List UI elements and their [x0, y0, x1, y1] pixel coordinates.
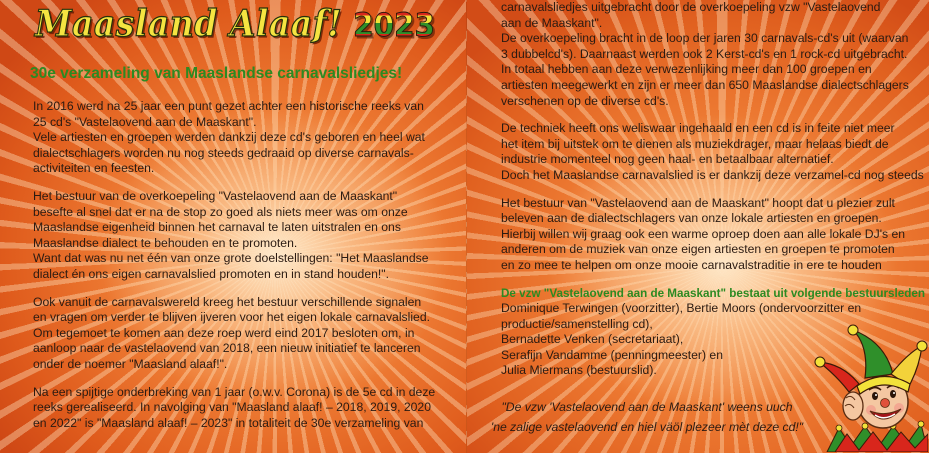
text-line: en 2022" is "Maasland alaaf! – 2023" in totaliteit de 30e verzameling van: [33, 415, 424, 430]
booklet-title: [35, 2, 435, 48]
jester-hand-icon: [843, 392, 863, 420]
text-line: Maaslandse dialect te behouden en te promoten.: [33, 235, 298, 250]
text-line: verschenen op de diverse cd's.: [501, 93, 669, 108]
board-member-line: Bernadette Venken (secretariaat),: [501, 332, 684, 347]
paragraph-call-to-djs: [501, 196, 925, 274]
paragraph-technology: [501, 121, 925, 183]
text-line: Doch het Maaslandse carnavalslied is er dankzij deze verzamel-cd nog steeds: [501, 167, 924, 182]
jester-icon: [813, 322, 928, 452]
paragraph-board: [33, 189, 459, 283]
paragraph-initiative: [33, 295, 459, 373]
jester-hat-icon: [815, 325, 927, 394]
text-line: 25 cd's "Vastelaovend aan de Maaskant".: [33, 114, 257, 129]
board-heading: De vzw "Vastelaovend aan de Maaskant" bestaat uit volgende bestuursleden: [501, 285, 925, 300]
text-line: anderen om de muziek van onze eigen artiesten en groepen te promoten: [501, 242, 895, 257]
text-line: Na een spijtige onderbreking van 1 jaar (o.w.v. Corona) is de 5e cd in deze: [33, 384, 436, 399]
board-member-line: productie/samenstelling cd),: [501, 316, 653, 331]
paragraph-current-cd: [33, 385, 459, 432]
text-line: Vele artiesten en groepen werden dankzij deze cd's geboren en heel wat: [33, 130, 425, 145]
text-line: Want dat was nu net één van onze grote doelstellingen: "Het Maaslandse: [33, 251, 429, 266]
text-line: Het bestuur van "Vastelaovend aan de Maaskant" hoopt dat u plezier zult: [501, 195, 895, 210]
text-line: activiteiten en feesten.: [33, 161, 155, 176]
text-line: beleven aan de dialectschlagers van onze lokale artiesten en groepen.: [501, 211, 882, 226]
text-line: aanloop naar de vastelaovend van 2018, een nieuw initiatief te lanceren: [33, 341, 421, 356]
right-page: [466, 0, 929, 453]
subtitle: [30, 64, 458, 84]
text-line: dialectschlagers worden nu nog steeds gedraaid op diverse carnavals-: [33, 145, 414, 160]
text-line: De techniek heeft ons weliswaar ingehaald en een cd is in feite niet meer: [501, 121, 895, 136]
text-line: 3 dubbelcd's). Daarnaast werden ook 2 Kerst-cd's en 1 rock-cd uitgebracht.: [501, 46, 908, 61]
text-line: Ook vanuit de carnavalswereld kreeg het bestuur verschillende signalen: [33, 294, 422, 309]
paragraph-overview: [501, 0, 925, 109]
title-text: Maasland Alaaf!: [35, 3, 343, 45]
board-member-line: Serafijn Vandamme (penningmeester) en: [501, 347, 723, 362]
text-line: industrie momenteel nog geen haal- en betaalbaar alternatief.: [501, 152, 834, 167]
left-text-column: [33, 99, 459, 443]
text-line: en vragen om verder te blijven ijveren voor het eigen lokale carnavalslied.: [33, 310, 430, 325]
text-line: en zo mee te helpen om onze mooie carnavalstraditie in ere te houden: [501, 257, 882, 272]
text-line: In 2016 werd na 25 jaar een punt gezet achter een historische reeks van: [33, 99, 424, 113]
text-line: Om tegemoet te komen aan deze roep werd eind 2017 besloten om, in: [33, 325, 415, 340]
board-member-line: Julia Miermans (bestuurslid).: [501, 363, 657, 378]
text-line: het item bij uitstek om te dienen als muziekdrager, maar helaas biedt de: [501, 136, 889, 151]
text-line: De overkoepeling bracht in de loop der jaren 30 carnavals-cd's uit (waarvan: [501, 31, 909, 46]
paragraph-history: [33, 99, 459, 177]
subtitle-text: 30e verzameling van Maaslandse carnavalsliedjes!: [30, 65, 403, 82]
title-row: [35, 2, 435, 47]
quote-line: "De vzw 'Vastelaovend aan de Maaskant' weens uuch: [501, 400, 793, 414]
text-line: besefte al snel dat er na de stop zo goed als niets meer was om onze: [33, 204, 408, 219]
text-line: dialect én ons eigen carnavalslied promoten en in stand houden!".: [33, 266, 389, 281]
quote-line: 'ne zalige vastelaovend en hiel väöl plezeer mèt deze cd!": [490, 420, 804, 434]
text-line: reeks gerealiseerd. In navolging van "Maasland alaaf! – 2018, 2019, 2020: [33, 400, 431, 415]
text-line: carnavalsliedjes uitgebracht door de overkoepeling vzw "Vastelaovend: [501, 0, 881, 14]
text-line: Hierbij willen wij graag ook een warme oproep doen aan alle lokale DJ's en: [501, 226, 906, 241]
text-line: In totaal hebben aan deze verwezenlijking meer dan 100 groepen en: [501, 62, 872, 77]
closing-quote: [477, 397, 817, 437]
board-member-line: Dominique Terwingen (voorzitter), Bertie Moors (ondervoorzitter en: [501, 301, 862, 316]
text-line: Het bestuur van de overkoepeling "Vastelaovend aan de Maaskant": [33, 188, 398, 203]
text-line: Maaslandse eigenheid binnen het carnaval te laten uitstralen en ons: [33, 220, 401, 235]
title-year: 2023: [353, 3, 435, 47]
text-line: artiesten meegewerkt en zijn er meer dan 650 Maaslandse dialectschlagers: [501, 77, 909, 92]
text-line: aan de Maaskant".: [501, 15, 603, 30]
text-line: onder de noemer "Maasland alaaf!".: [33, 356, 228, 371]
